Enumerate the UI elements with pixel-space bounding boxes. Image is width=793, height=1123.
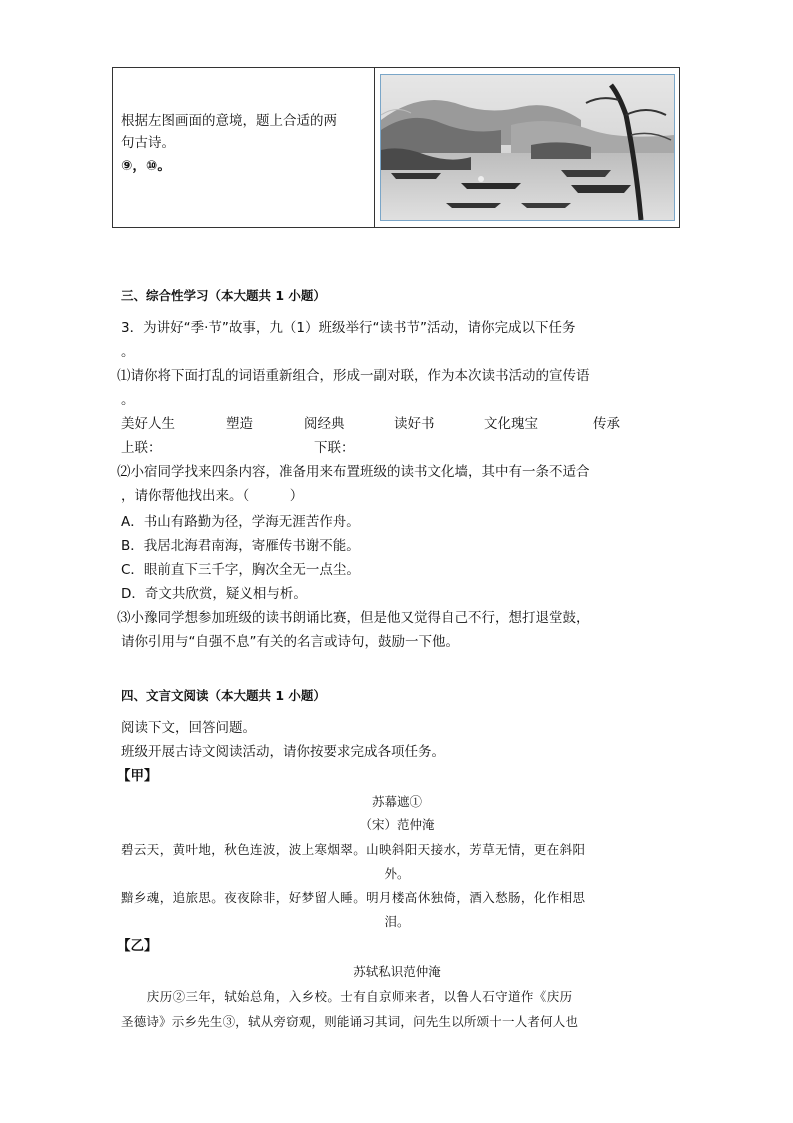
sub3-line2: 请你引用与“自强不息”有关的名言或诗句，鼓励一下他。 <box>121 634 459 650</box>
word-2: 塑造 <box>226 416 253 432</box>
prose-line2: 圣德诗》示乡先生③，轼从旁窃观，则能诵习其词，问先生以所颂十一人者何人也 <box>121 1014 579 1029</box>
poem-line3: 黯乡魂，追旅思。夜夜除非，好梦留人睡。明月楼高休独倚，酒入愁肠，化作相思 <box>121 890 586 905</box>
sub1-line2: 。 <box>121 392 135 408</box>
prompt-line2: 句古诗。 <box>121 135 175 151</box>
prose-title: 苏轼私识范仲淹 <box>353 964 441 979</box>
poem-author: （宋）范仲淹 <box>359 817 435 832</box>
table-divider <box>374 67 375 228</box>
option-d: D．奇文共欣赏，疑义相与析。 <box>121 586 307 602</box>
word-4: 读好书 <box>394 416 435 432</box>
intro-line1: 阅读下文，回答问题。 <box>121 720 256 736</box>
option-a: A．书山有路勤为径，学海无涯苦作舟。 <box>121 514 360 530</box>
blanks: ⑨，⑩。 <box>121 158 171 174</box>
word-1: 美好人生 <box>121 416 175 432</box>
sub3-line1: ⑶小豫同学想参加班级的读书朗诵比赛，但是他又觉得自己不行，想打退堂鼓， <box>117 610 590 626</box>
yi-label: 【乙】 <box>117 938 158 954</box>
ink-painting-svg <box>381 75 674 220</box>
jia-label: 【甲】 <box>117 768 158 784</box>
sub1-line1: ⑴请你将下面打乱的词语重新组合，形成一副对联，作为本次读书活动的宣传语 <box>117 368 590 384</box>
sub2-line2: ，请你帮他找出来。（ ） <box>121 488 304 504</box>
sub2-line1: ⑵小宿同学找来四条内容，准备用来布置班级的读书文化墙，其中有一条不适合 <box>117 464 590 480</box>
lower-label: 下联： <box>314 440 355 456</box>
prompt-line1: 根据左图画面的意境，题上合适的两 <box>121 113 337 129</box>
q3-line2: 。 <box>121 344 135 360</box>
word-3: 阅经典 <box>304 416 345 432</box>
word-5: 文化瑰宝 <box>484 416 538 432</box>
intro-line2: 班级开展古诗文阅读活动，请你按要求完成各项任务。 <box>121 744 445 760</box>
section4-heading: 四、文言文阅读（本大题共 1 小题） <box>121 688 326 703</box>
prose-line1: 庆历②三年，轼始总角，入乡校。士有自京师来者，以鲁人石守道作《庆历 <box>121 989 573 1004</box>
section3-heading: 三、综合性学习（本大题共 1 小题） <box>121 288 326 303</box>
upper-label: 上联： <box>121 440 162 456</box>
poem-line1: 碧云天，黄叶地，秋色连波，波上寒烟翠。山映斜阳天接水，芳草无情，更在斜阳 <box>121 842 586 857</box>
ink-painting-image <box>380 74 675 221</box>
poem-line2: 外。 <box>384 866 410 881</box>
q3-line1: 3．为讲好“季·节”故事，九（1）班级举行“读书节”活动，请你完成以下任务 <box>121 320 576 336</box>
option-b: B．我居北海君南海，寄雁传书谢不能。 <box>121 538 360 554</box>
word-6: 传承 <box>593 416 620 432</box>
option-c: C．眼前直下三千字，胸次全无一点尘。 <box>121 562 360 578</box>
poem-title: 苏幕遮① <box>371 794 422 809</box>
poem-line4: 泪。 <box>384 914 410 929</box>
